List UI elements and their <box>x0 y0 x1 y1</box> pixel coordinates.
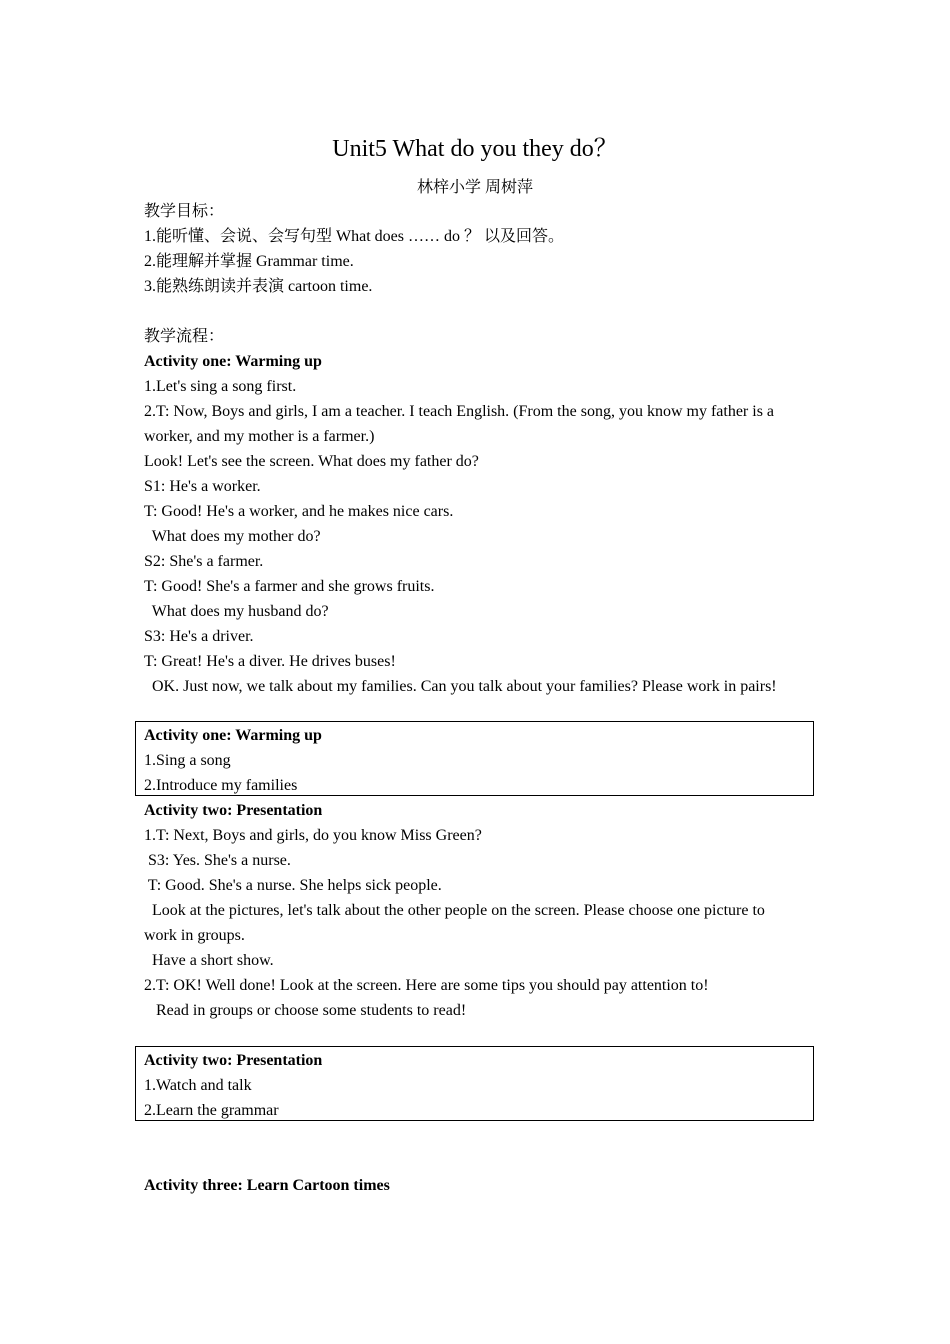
activity-one-line: T: Good! She's a farmer and she grows fruits. <box>144 578 435 595</box>
activity-two-line: work in groups. <box>144 927 245 944</box>
document-title: Unit5 What do you they do？ <box>332 136 618 162</box>
activity-one-line: 1.Let's sing a song first. <box>144 378 297 395</box>
activity-two-box-item: 1.Watch and talk <box>144 1077 252 1094</box>
activity-one-box-item: 2.Introduce my families <box>144 777 298 794</box>
activity-one-box-item: 1.Sing a song <box>144 752 231 769</box>
activity-two-line: 1.T: Next, Boys and girls, do you know Miss Green? <box>144 827 482 844</box>
activity-two-line: 2.T: OK! Well done! Look at the screen. Here are some tips you should pay attention to! <box>144 977 709 994</box>
activity-one-line: T: Great! He's a diver. He drives buses! <box>144 653 396 670</box>
activity-two-line: T: Good. She's a nurse. She helps sick people. <box>144 877 442 894</box>
activity-three-heading: Activity three: Learn Cartoon times <box>144 1177 390 1194</box>
objective-item: 1.能听懂、会说、会写句型 What does …… do ？ 以及回答。 <box>144 228 564 245</box>
activity-two-line: Look at the pictures, let's talk about the other people on the screen. Please choose one picture to <box>144 902 765 919</box>
objective-item: 2.能理解并掌握 Grammar time. <box>144 253 354 270</box>
objective-item: 3.能熟练朗读并表演 cartoon time. <box>144 278 373 295</box>
activity-one-line: What does my mother do? <box>144 528 321 545</box>
activity-two-box-heading: Activity two: Presentation <box>144 1052 323 1069</box>
activity-two-heading: Activity two: Presentation <box>144 802 323 819</box>
activity-one-line: S3: He's a driver. <box>144 628 254 645</box>
activity-one-line: worker, and my mother is a farmer.) <box>144 428 375 445</box>
activity-one-heading: Activity one: Warming up <box>144 353 322 370</box>
process-heading: 教学流程： <box>144 328 225 345</box>
activity-one-line: OK. Just now, we talk about my families. Can you talk about your families? Please work in pairs! <box>144 678 777 695</box>
activity-one-line: S2: She's a farmer. <box>144 553 264 570</box>
activity-two-box-item: 2.Learn the grammar <box>144 1102 279 1119</box>
activity-two-line: Have a short show. <box>144 952 274 969</box>
activity-one-line: T: Good! He's a worker, and he makes nice cars. <box>144 503 454 520</box>
activity-one-line: Look! Let's see the screen. What does my father do? <box>144 453 479 470</box>
activity-one-line: What does my husband do? <box>144 603 329 620</box>
activity-one-line: 2.T: Now, Boys and girls, I am a teacher. I teach English. (From the song, you know my father is a <box>144 403 775 420</box>
objectives-heading: 教学目标： <box>144 203 225 220</box>
activity-one-line: S1: He's a worker. <box>144 478 261 495</box>
activity-two-line: S3: Yes. She's a nurse. <box>144 852 291 869</box>
activity-two-line: Read in groups or choose some students to read! <box>144 1002 467 1019</box>
document-author: 林梓小学 周树萍 <box>416 179 533 196</box>
activity-one-box-heading: Activity one: Warming up <box>144 727 322 744</box>
